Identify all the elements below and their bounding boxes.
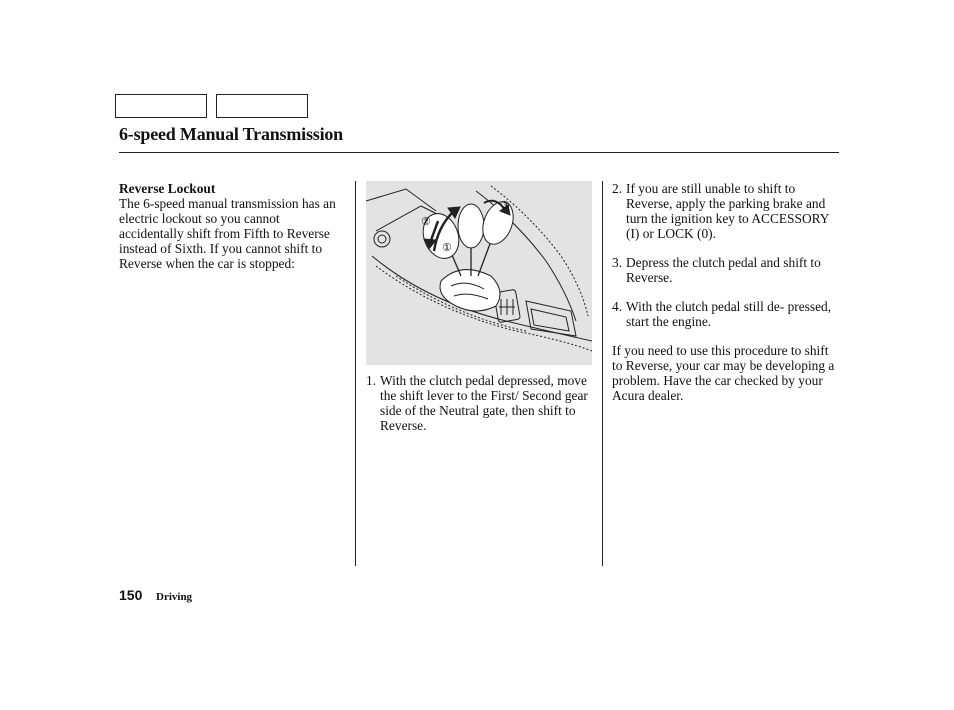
step-number: 2. (612, 181, 623, 196)
step-text: If you are still unable to shift to Reverse, apply the parking brake and turn the ignition key to ACCESSORY (I) or LOCK (0). (626, 181, 829, 241)
title-divider (119, 152, 839, 153)
step-2 (612, 181, 840, 241)
intro-paragraph: The 6-speed manual transmission has an electric lockout so you cannot accidentally shift from Fifth to Reverse instead of Sixth. If you cannot shift to Reverse when the car is stopped: (119, 196, 336, 271)
column-left (119, 181, 347, 271)
step-number: 1. (366, 373, 377, 388)
nav-tab-box-1[interactable] (115, 94, 207, 118)
column-middle (366, 373, 591, 447)
callout-2: ② (421, 215, 431, 228)
page-title: 6-speed Manual Transmission (119, 124, 343, 144)
column-right (612, 181, 840, 403)
section-name: Driving (156, 591, 193, 603)
callout-1: ① (442, 241, 452, 254)
callout-3: ③ (500, 199, 510, 212)
step-number: 3. (612, 255, 623, 270)
section-heading: Reverse Lockout (119, 181, 216, 196)
step-number: 4. (612, 299, 623, 314)
step-4 (612, 299, 840, 329)
step-text: With the clutch pedal still de- pressed, start the engine. (626, 299, 832, 329)
shift-lever-drawing (366, 181, 592, 365)
step-text: With the clutch pedal depressed, move the shift lever to the First/ Second gear side of the Neutral gate, then shift to Reverse. (380, 373, 588, 433)
step-3 (612, 255, 840, 285)
column-divider-2 (602, 181, 603, 566)
shift-lever-illustration (366, 181, 592, 365)
step-1 (366, 373, 591, 433)
nav-tab-box-2[interactable] (216, 94, 308, 118)
column-divider-1 (355, 181, 356, 566)
page-number: 150 (119, 587, 143, 603)
note-paragraph: If you need to use this procedure to shift to Reverse, your car may be developing a problem. Have the car checked by your Acura dealer. (612, 343, 835, 403)
step-text: Depress the clutch pedal and shift to Reverse. (626, 255, 821, 285)
